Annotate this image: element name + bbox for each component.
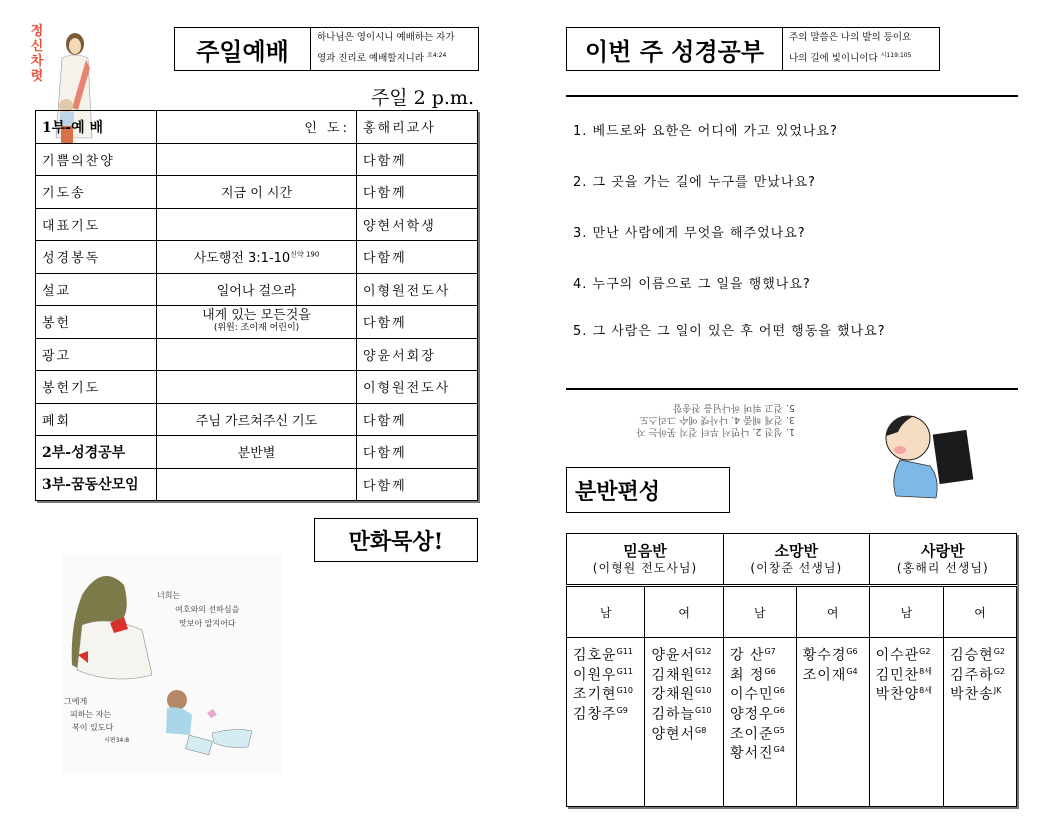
caption-line: 그에게	[64, 697, 88, 706]
table-row	[36, 273, 478, 306]
student-grade: G11	[616, 647, 633, 656]
order-item: 성경봉독	[36, 241, 157, 274]
caption-line: 너희는	[157, 591, 181, 600]
order-content	[157, 241, 357, 274]
student-grade: G5	[773, 725, 785, 735]
student	[573, 683, 640, 703]
verse-line-1: 하나님은 영이시니 예배하는 자가	[317, 32, 455, 44]
offering-committee: (위원: 조이재 어린이)	[213, 323, 300, 334]
student-name: 최 정	[729, 667, 765, 684]
groups-title: 분반편성	[575, 478, 661, 505]
student-name: 조이재	[802, 667, 847, 684]
student-name: 이수관	[875, 647, 920, 664]
cartoon-caption-top	[157, 589, 239, 631]
group-name: 사랑반	[921, 542, 965, 560]
student	[730, 742, 792, 762]
order-content	[157, 338, 357, 371]
order-leader: 다함께	[357, 143, 478, 176]
order-item: 기쁨의찬양	[36, 143, 157, 176]
student-grade: G11	[616, 666, 633, 676]
question-4: 4. 누구의 이름으로 그 일을 행했나요?	[573, 277, 811, 292]
group-name: 소망반	[774, 542, 818, 560]
student	[651, 703, 718, 723]
order-content: 인 도:	[157, 111, 357, 144]
bible-study-title: 이번 주 성경공부	[567, 28, 783, 70]
hope-female-list	[796, 638, 869, 807]
student-name: 황수경	[802, 647, 847, 664]
student	[876, 644, 940, 664]
question-3: 3. 만난 사람에게 무엇을 해주었나요?	[573, 226, 806, 241]
student	[730, 683, 792, 703]
verse-ref: 요4:24	[427, 52, 447, 60]
group-header-hope	[723, 534, 869, 586]
student-grade: G12	[695, 666, 712, 676]
student-grade: G8	[695, 725, 707, 735]
question-1: 1. 베드로와 요한은 어디에 가고 있었나요?	[573, 124, 838, 139]
order-leader: 이형원전도사	[357, 273, 478, 306]
student-name: 김주하	[950, 667, 994, 684]
order-leader: 다함께	[357, 436, 478, 469]
names-row	[567, 638, 1017, 807]
order-item: 폐회	[36, 403, 157, 436]
order-leader: 홍해리교사	[357, 111, 478, 144]
scripture-page: 신약 190	[290, 250, 320, 259]
group-teacher: (이형원 전도사님)	[592, 561, 698, 575]
order-content	[157, 208, 357, 241]
order-content	[157, 306, 357, 339]
offering-song: 내게 있는 모든것을	[202, 308, 311, 324]
order-leader: 양현서학생	[357, 208, 478, 241]
order-content: 분반별	[157, 436, 357, 469]
caption-line: 여호와의 선하심을	[175, 605, 240, 614]
divider-top	[566, 95, 1018, 97]
student	[730, 644, 792, 664]
student-grade: G10	[695, 705, 712, 715]
table-row	[36, 143, 478, 176]
cartoon-illustration	[62, 555, 282, 775]
student	[730, 703, 792, 723]
cartoon-caption-bottom	[64, 695, 129, 747]
student-name: 이수민	[729, 686, 774, 703]
student	[730, 723, 792, 743]
order-item: 1부-예 배	[36, 111, 157, 144]
student-name: 황서진	[729, 745, 774, 762]
male-label: 남	[869, 586, 944, 638]
student-name: 양윤서	[651, 647, 696, 664]
service-time: 주일 2 p.m.	[370, 87, 474, 109]
female-label: 여	[645, 586, 723, 638]
faith-male-list	[567, 638, 645, 807]
groups-title-box	[566, 467, 730, 513]
verse-ref: 시119:105	[880, 52, 912, 60]
verse-line-2: 나의 길에 빛이니이다	[789, 53, 878, 65]
gender-header-row	[567, 586, 1017, 638]
bible-study-title-verse	[783, 28, 917, 70]
order-content	[157, 143, 357, 176]
order-item: 광고	[36, 338, 157, 371]
student	[950, 644, 1012, 664]
student-name: 조기현	[573, 686, 617, 703]
cartoon-title: 만화묵상!	[348, 528, 444, 555]
group-header-row	[567, 534, 1017, 586]
order-leader: 다함께	[357, 468, 478, 501]
answers-upside-down	[570, 401, 795, 437]
table-row	[36, 403, 478, 436]
hope-male-list	[723, 638, 796, 807]
male-label: 남	[723, 586, 796, 638]
order-item: 봉헌기도	[36, 371, 157, 404]
student-grade: G2	[993, 666, 1005, 676]
student-grade: G7	[764, 647, 776, 656]
caption-line: 피하는 자는	[70, 710, 112, 719]
caption-line: 복이 있도다	[72, 723, 114, 732]
student-grade: 8세	[919, 686, 932, 696]
group-name: 믿음반	[623, 542, 667, 560]
student-grade: G12	[695, 647, 712, 656]
student-name: 김하늘	[651, 706, 696, 723]
student-name: 김승현	[950, 647, 994, 664]
boy-with-bible-illustration	[870, 408, 980, 503]
table-row	[36, 371, 478, 404]
order-leader: 다함께	[357, 241, 478, 274]
group-teacher: (홍해리 선생님)	[896, 561, 989, 575]
table-row	[36, 176, 478, 209]
student-name: 김채원	[651, 667, 696, 684]
student-grade: G2	[919, 647, 931, 656]
table-row	[36, 208, 478, 241]
female-label: 여	[796, 586, 869, 638]
table-row	[36, 306, 478, 339]
question-2: 2. 그 곳을 가는 길에 누구를 만났나요?	[573, 175, 816, 190]
group-header-love	[869, 534, 1016, 586]
female-label: 여	[944, 586, 1017, 638]
student	[950, 664, 1012, 684]
student	[651, 644, 718, 664]
verse-line-1: 주의 말씀은 나의 발의 등이요	[789, 32, 912, 44]
student-grade: G9	[616, 705, 628, 715]
worship-title-verse	[311, 28, 461, 70]
student-grade: G6	[773, 705, 785, 715]
student-grade: G6	[846, 647, 858, 656]
worship-title-box	[174, 27, 479, 71]
student-grade: G4	[773, 745, 785, 755]
student	[876, 664, 940, 684]
student-name: 조이준	[729, 726, 774, 743]
faith-female-list	[645, 638, 723, 807]
order-content: 지금 이 시간	[157, 176, 357, 209]
table-row	[36, 468, 478, 501]
student	[651, 683, 718, 703]
divider-bottom	[566, 388, 1018, 390]
student-name: 박찬송	[950, 686, 994, 703]
student	[651, 723, 718, 743]
male-label: 남	[567, 586, 645, 638]
love-male-list	[869, 638, 944, 807]
order-leader: 다함께	[357, 403, 478, 436]
order-content	[157, 468, 357, 501]
student-name: 양현서	[651, 726, 696, 743]
student-grade: G6	[773, 686, 785, 696]
table-row	[36, 338, 478, 371]
order-item: 기도송	[36, 176, 157, 209]
student	[573, 703, 640, 723]
bible-study-title-box	[566, 27, 940, 71]
verse-line-2: 영과 진리로 예배할지니라	[317, 53, 424, 65]
order-item: 봉헌	[36, 306, 157, 339]
worship-order-table	[35, 110, 478, 501]
order-leader: 이형원전도사	[357, 371, 478, 404]
table-row	[36, 436, 478, 469]
student	[730, 664, 792, 684]
order-leader: 다함께	[357, 306, 478, 339]
student-grade: G10	[695, 686, 712, 696]
student-name: 김창주	[573, 706, 617, 723]
answer-line: 1. 성전 2. 나면서 부터 걷지 못하는 자	[636, 426, 795, 437]
student-grade: G4	[846, 666, 858, 676]
student-grade: G6	[764, 666, 776, 676]
order-item: 3부-꿈동산모임	[36, 468, 157, 501]
student-grade: JK	[993, 686, 1002, 696]
order-leader: 다함께	[357, 176, 478, 209]
answer-line: 5. 걷고 뛰며 하나님을 찬송함	[672, 402, 795, 413]
student	[803, 644, 865, 664]
student	[573, 664, 640, 684]
order-item: 2부-성경공부	[36, 436, 157, 469]
order-content: 일어나 걸으라	[157, 273, 357, 306]
student-grade: G2	[993, 647, 1005, 656]
group-teacher: (이창준 선생님)	[750, 561, 843, 575]
student-name: 김호윤	[573, 647, 617, 664]
order-item: 설교	[36, 273, 157, 306]
side-label: 정신차렷	[30, 24, 44, 84]
table-row	[36, 241, 478, 274]
student-name: 박찬양	[875, 686, 920, 703]
student-grade: 8세	[919, 666, 932, 676]
cartoon-title-box	[314, 518, 478, 562]
student	[651, 664, 718, 684]
worship-title: 주일예배	[175, 28, 311, 70]
scripture-reference: 사도행전 3:1-10	[193, 251, 291, 267]
student-name: 이원우	[573, 667, 617, 684]
student-name: 강 산	[729, 647, 765, 664]
student-grade: G10	[616, 686, 633, 696]
table-row	[36, 111, 478, 144]
answer-line: 3. 걷게 해줌 4. 나사렛 예수 그리스도	[639, 414, 795, 425]
student	[573, 644, 640, 664]
order-item: 대표기도	[36, 208, 157, 241]
group-header-faith	[567, 534, 724, 586]
love-female-list	[944, 638, 1017, 807]
student	[950, 683, 1012, 703]
order-content	[157, 371, 357, 404]
question-5: 5. 그 사람은 그 일이 있은 후 어떤 행동을 했나요?	[573, 324, 886, 339]
caption-line: 맛보아 알지어다	[179, 619, 236, 628]
student-name: 김민찬	[875, 667, 920, 684]
student-name: 강채원	[651, 686, 696, 703]
order-content: 주님 가르쳐주신 기도	[157, 403, 357, 436]
student	[876, 683, 940, 703]
student	[803, 664, 865, 684]
class-groups-table	[566, 533, 1017, 807]
student-name: 양정우	[729, 706, 774, 723]
caption-ref: 시편34:8	[104, 737, 130, 744]
order-leader: 양윤서회장	[357, 338, 478, 371]
